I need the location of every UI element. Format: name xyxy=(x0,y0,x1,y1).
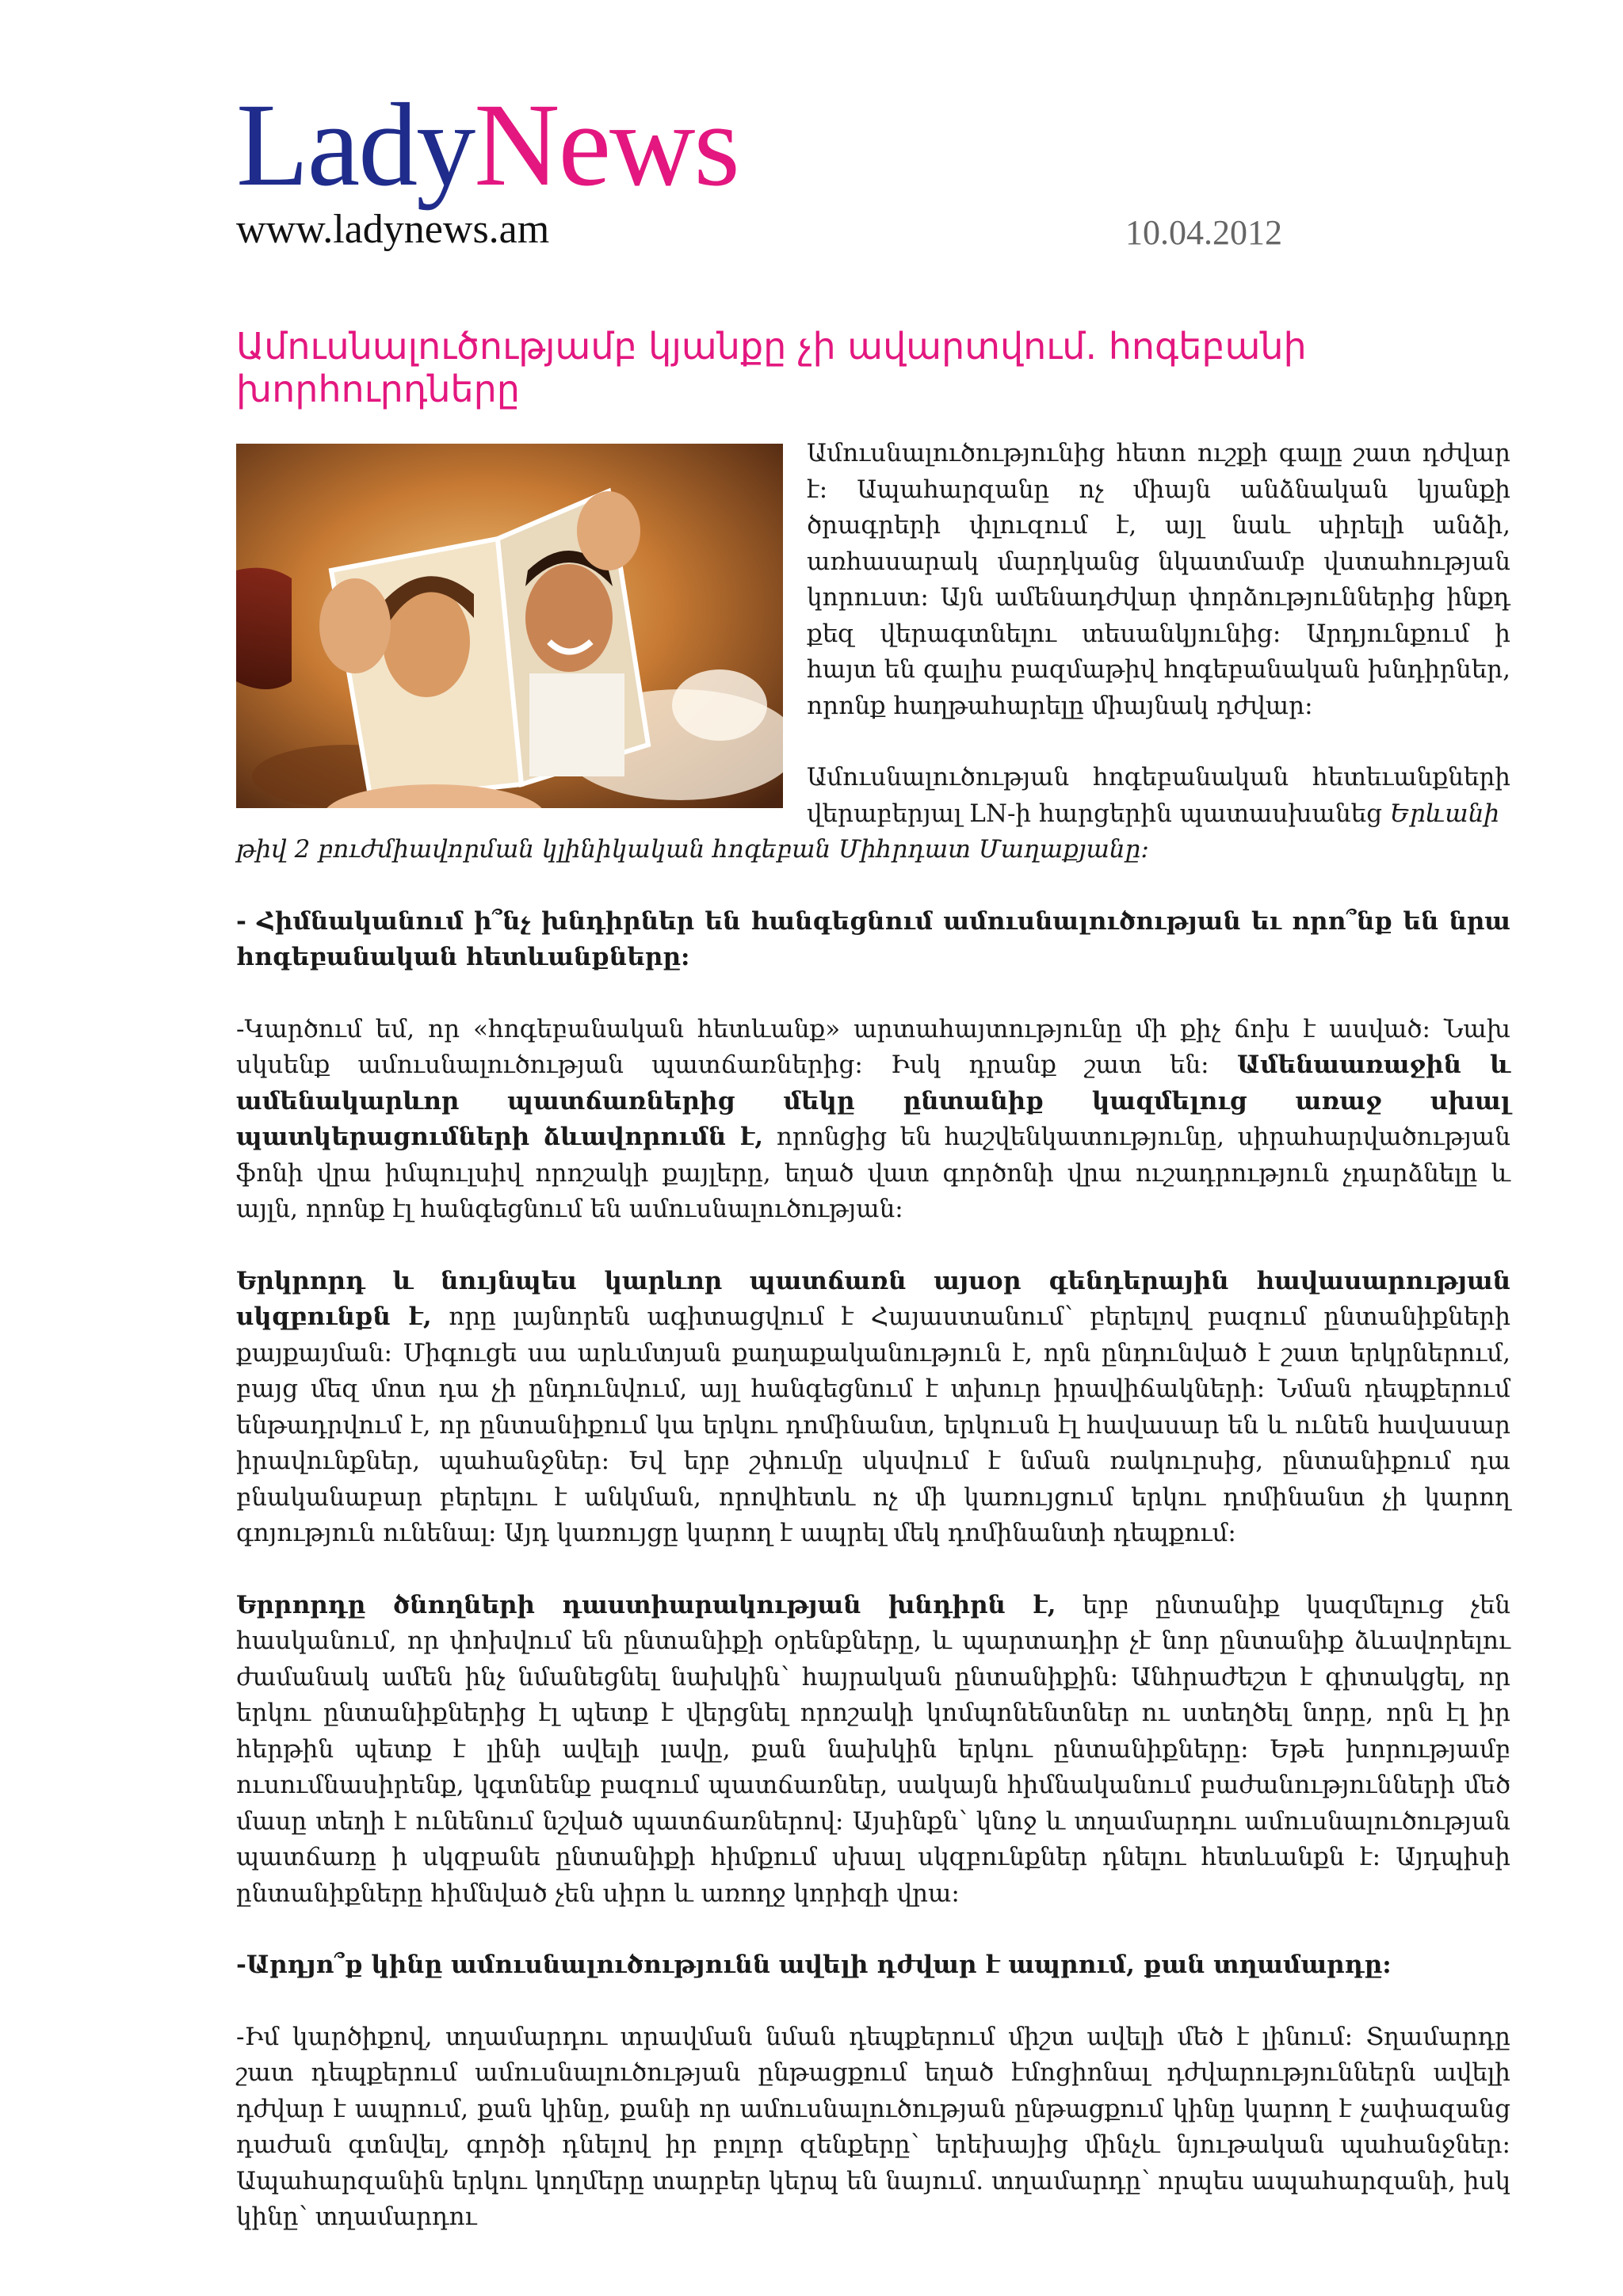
article-headline: Ամուսնալուծությամբ կյանքը չի ավարտվում. հոգեբանի խորհուրդները xyxy=(236,325,1307,410)
second-reason-bold: Երկրորդ և նույնպես կարևոր պատճառն այսօր գենդերային հավասարության սկզբունքն է, xyxy=(236,1266,1510,1331)
article-body xyxy=(236,832,1510,2236)
question-2: -Արդյո՞ք կինը ամուսնալուծությունն ավելի դժվար է ապրում, քան տղամարդը: xyxy=(236,1951,1392,1979)
third-reason-paragraph xyxy=(236,1588,1510,1913)
answer-1-text-a: -Կարծում եմ, որ «հոգեբանական հետևանք» արտահայտությունը մի քիչ ճոխ է ասված: Նախ սկսենք ամուսնալուծության պատճառներից: Իսկ դրանք շատ են: xyxy=(236,1014,1510,1079)
question-1: - Հիմնականում ի՞նչ խնդիրներ են հանգեցնում ամուսնալուծության եւ որո՞նք են նրա հոգեբանական հետևանքները: xyxy=(236,906,1510,971)
intro-paragraph-2 xyxy=(807,760,1510,832)
second-reason-text: որը լայնորեն ագիտացվում է Հայաստանում՝ բերելով բազում ընտանիքների քայքայման: Միգուցե սա արևմտյան քաղաքականություն է, որն ընդունված է շատ երկրներում, բայց մեզ մոտ դա չի ընդունվում, այլ հանգեցնում է տխուր իրավիճակների: Նման դեպքերում ենթադրվում է, որ ընտանիքում կա երկու դոմինանտ, երկուսն էլ հավասար են և ունեն հավասար իրավունքներ, պահանջներ: Եվ երբ շփումը սկսվում է նման ռակուրսից, ընտանիքում դա բնականաբար բերելու է անկման, որովհետև ոչ մի կառույցում երկու դոմինանտ չի կարող գոյություն ունենալ: Այդ կառույցը կարող է ապրել մեկ դոմինանտի դեպքում: xyxy=(236,1302,1511,1547)
intro-paragraph-2-text: Ամուսնալուծության հոգեբանական հետեւանքների վերաբերյալ LN-ի հարցերին պատասխանեց xyxy=(807,763,1510,828)
article-date: 10.04.2012 xyxy=(1125,213,1282,252)
intro-block xyxy=(807,436,1510,832)
second-reason-paragraph xyxy=(236,1264,1510,1552)
logo-news-text: News xyxy=(474,79,739,211)
logo-lady-text: Lady xyxy=(236,79,475,211)
logo-url: www.ladynews.am xyxy=(236,207,550,252)
respondent-name-part-1: Երևանի xyxy=(1389,799,1500,828)
answer-1 xyxy=(236,1012,1510,1228)
third-reason-bold: Երրորդը ծնողների դաստիարակության խնդիրն է, xyxy=(236,1590,1056,1619)
intro-paragraph-1: Ամուսնալուծությունից հետո ուշքի գալը շատ դժվար է: Ապահարզանը ոչ միայն անձնական կյանքի ծրագրերի փլուզում է, այլ նաև սիրելի անձի, առհասարակ մարդկանց նկատմամբ վստահության կորուստ: Այն ամենադժվար փորձություններից ինքդ քեզ վերագտնելու տեսանկյունից: Արդյունքում ի հայտ են գալիս բազմաթիվ հոգեբանական խնդիրներ, որոնք հաղթահարելը միայնակ դժվար: xyxy=(807,439,1510,720)
answer-1-text-b: որոնցից են հաշվենկատությունը, սիրահարվածության ֆոնի վրա իմպուլսիվ որոշակի քայլերը, եղած վատ գործոնի վրա ուշադրություն չդարձնելը և այլն, որոնք էլ հանգեցնում են ամուսնալուծության: xyxy=(236,1123,1510,1223)
answer-1-bold: Ամենաառաջին և ամենակարևոր պատճառներից մեկը ընտանիք կազմելուց առաջ սխալ պատկերացումների ձևավորումն է, xyxy=(236,1051,1511,1151)
answer-2: -Իմ կարծիքով, տղամարդու տրավման նման դեպքերում միշտ ավելի մեծ է լինում: Տղամարդը շատ դեպքերում ամուսնալուծության ընթացքում եղած էմոցիոնալ դժվարություններն ավելի դժվար է ապրում, քան կինը, քանի որ ամուսնալուծության ընթացքում կինը կարող է չափազանց դաժան գտնվել, գործի դնելով իր բոլոր զենքերը՝ երեխայից մինչև նյութական պահանջներ: Ապահարզանին երկու կողմերը տարբեր կերպ են նայում. տղամարդը՝ որպես ապահարզանի, իսկ կինը՝ տղամարդու xyxy=(236,2022,1510,2231)
respondent-name-part-2: թիվ 2 բուժմիավորման կլինիկական հոգեբան Միհրդատ Մաղաքյանը: xyxy=(236,835,1149,864)
third-reason-text: երբ ընտանիք կազմելուց չեն հասկանում, որ փոխվում են ընտանիքի օրենքները, և պարտադիր չէ նոր ընտանիք ձևավորելու ժամանակ ամեն ինչ նմանեցնել նախկին՝ հայրական ընտանիքին: Անհրաժեշտ է գիտակցել, որ երկու ընտանիքներից էլ պետք է վերցնել որոշակի կոմպոնենտներ ու ստեղծել նորը, որն էլ իր հերթին պետք է լինի ավելի լավը, քան նախկին երկու ընտանիքները: Եթե խորությամբ ուսումնասիրենք, կգտնենք բազում պատճառներ, սակայն հիմնականում բաժանությունների մեծ մասը տեղի է ունենում նշված պատճառներով: Այսինքն՝ կնոջ և տղամարդու ամուսնալուծության պատճառը ի սկզբանե ընտանիքի հիմքում սխալ սկզբունքներ դնելու հետևանքն է: Այդպիսի ընտանիքները հիմնված չեն սիրո և առողջ կորիզի վրա: xyxy=(236,1590,1510,1908)
article-photo xyxy=(236,444,783,808)
logo-wordmark xyxy=(236,79,739,211)
ladynews-logo xyxy=(236,79,739,253)
